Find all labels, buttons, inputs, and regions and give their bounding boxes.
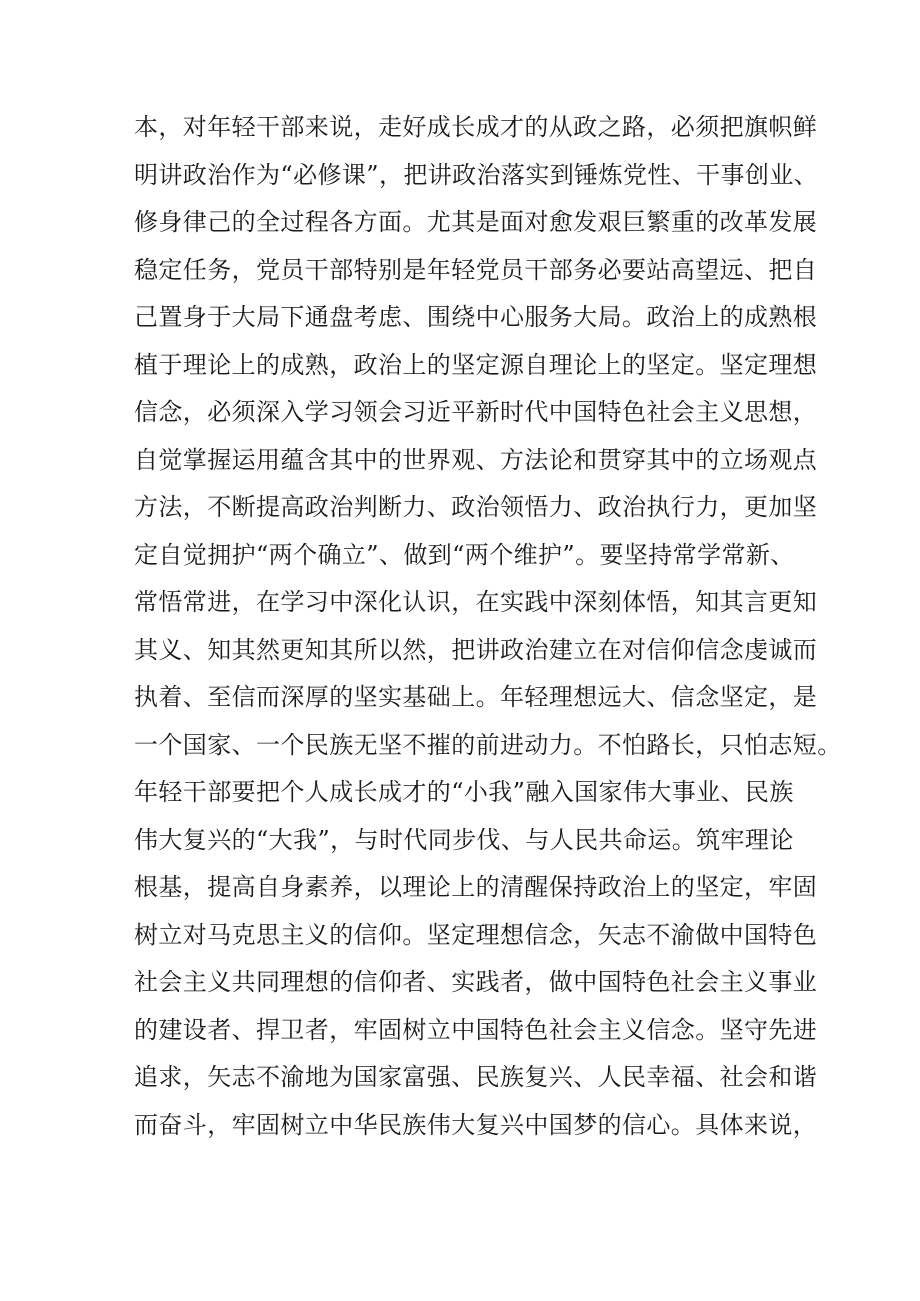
text-line: 的建设者、捍卫者，牢固树立中国特色社会主义信念。坚守先进: [134, 1015, 818, 1044]
text-line: 明讲政治作为“必修课”，把讲政治落实到锤炼党性、干事创业、: [134, 160, 819, 189]
text-line: 方法，不断提高政治判断力、政治领悟力、政治执行力，更加坚: [134, 493, 818, 521]
text-line: 己置身于大局下通盘考虑、围绕中心服务大局。政治上的成熟根: [134, 303, 818, 331]
text-line: 其义、知其然更知其所以然，把讲政治建立在对信仰信念虔诚而: [134, 635, 818, 664]
text-line: 伟大复兴的“大我”，与时代同步伐、与人民共命运。筑牢理论: [134, 825, 794, 854]
text-line: 自觉掌握运用蕴含其中的世界观、方法论和贯穿其中的立场观点: [134, 445, 818, 474]
text-line: 根基，提高自身素养，以理论上的清醒保持政治上的坚定，牢固: [134, 873, 818, 901]
text-line: 社会主义共同理想的信仰者、实践者，做中国特色社会主义事业: [134, 968, 818, 996]
text-line: 本，对年轻干部来说，走好成长成才的从政之路，必须把旗帜鲜: [134, 113, 818, 141]
text-line: 修身律己的全过程各方面。尤其是面对愈发艰巨繁重的改革发展: [134, 208, 818, 236]
text-line: 执着、至信而深厚的坚实基础上。年轻理想远大、信念坚定，是: [134, 683, 818, 711]
text-line: 定自觉拥护“两个确立”、做到“两个维护”。要坚持常学常新、: [134, 540, 795, 569]
text-line: 年轻干部要把个人成长成才的“小我”融入国家伟大事业、民族: [134, 778, 794, 806]
text-line: 树立对马克思主义的信仰。坚定理想信念，矢志不渝做中国特色: [134, 920, 818, 949]
text-line: 植于理论上的成熟，政治上的坚定源自理论上的坚定。坚定理想: [134, 350, 818, 379]
text-line: 追求，矢志不渝地为国家富强、民族复兴、人民幸福、社会和谐: [134, 1063, 818, 1091]
text-line: 常悟常进，在学习中深化认识，在实践中深刻体悟，知其言更知: [134, 588, 818, 616]
text-line: 而奋斗，牢固树立中华民族伟大复兴中国梦的信心。具体来说，: [134, 1110, 818, 1139]
text-line: 一个国家、一个民族无坚不摧的前进动力。不怕路长，只怕志短。: [134, 730, 842, 759]
text-line: 稳定任务，党员干部特别是年轻党员干部务必要站高望远、把自: [134, 255, 818, 284]
body-paragraph: [134, 104, 842, 1149]
text-line: 信念，必须深入学习领会习近平新时代中国特色社会主义思想，: [134, 398, 818, 426]
